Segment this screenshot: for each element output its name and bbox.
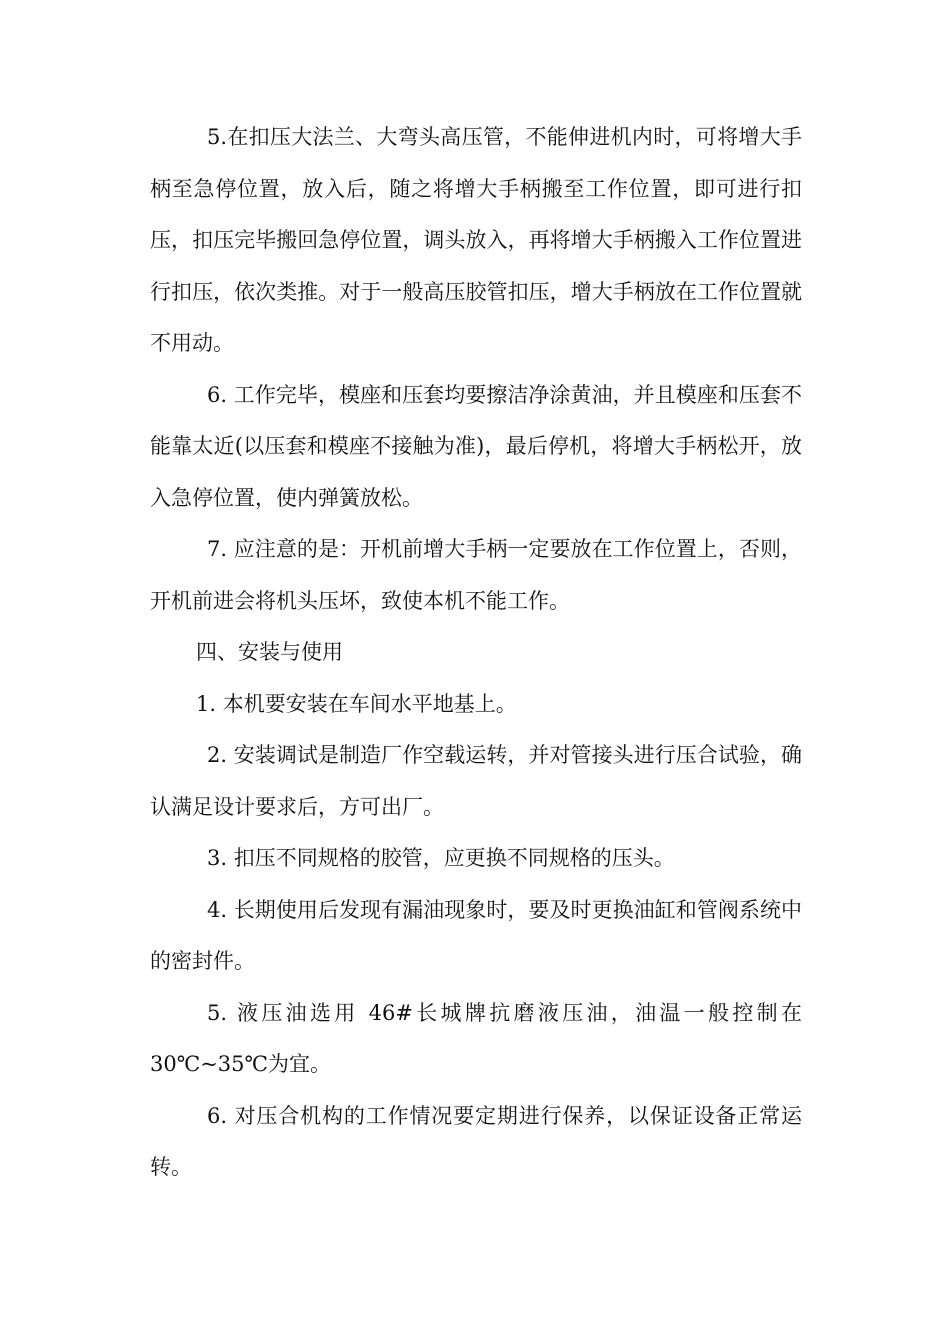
paragraph-item-5-flange: 5.在扣压大法兰、大弯头高压管，不能伸进机内时，可将增大手柄至急停位置，放入后，随之将增大手柄搬至工作位置，即可进行扣压，扣压完毕搬回急停位置，调头放入，再将增大手柄搬入工作位置进行扣压，依次类推。对于一般高压胶管扣压，增大手柄放在工作位置就不用动。 [150,125,802,355]
paragraph-install-3: 3. 扣压不同规格的胶管，应更换不同规格的压头。 [207,846,675,870]
section-heading-installation: 四、安装与使用 [196,640,343,664]
paragraph-item-6-finish: 6. 工作完毕，模座和压套均要擦洁净涂黄油，并且模座和压套不能靠太近(以压套和模座不接触为准)，最后停机，将增大手柄松开，放入急停位置，使内弹簧放松。 [150,382,802,510]
paragraph-install-2: 2. 安装调试是制造厂作空载运转，并对管接头进行压合试验，确认满足设计要求后，方可出厂。 [150,743,802,819]
paragraph-install-4: 4. 长期使用后发现有漏油现象时，要及时更换油缸和管阀系统中的密封件。 [150,897,802,973]
paragraph-install-5: 5. 液压油选用 46#长城牌抗磨液压油，油温一般控制在 30℃~35℃为宜。 [150,1000,802,1076]
document-body [150,112,802,1194]
paragraph-install-1: 1. 本机要安装在车间水平地基上。 [196,691,517,716]
paragraph-install-6: 6. 对压合机构的工作情况要定期进行保养，以保证设备正常运转。 [150,1103,802,1179]
paragraph-item-7-caution: 7. 应注意的是：开机前增大手柄一定要放在工作位置上，否则，开机前进会将机头压坏，致使本机不能工作。 [150,537,802,613]
